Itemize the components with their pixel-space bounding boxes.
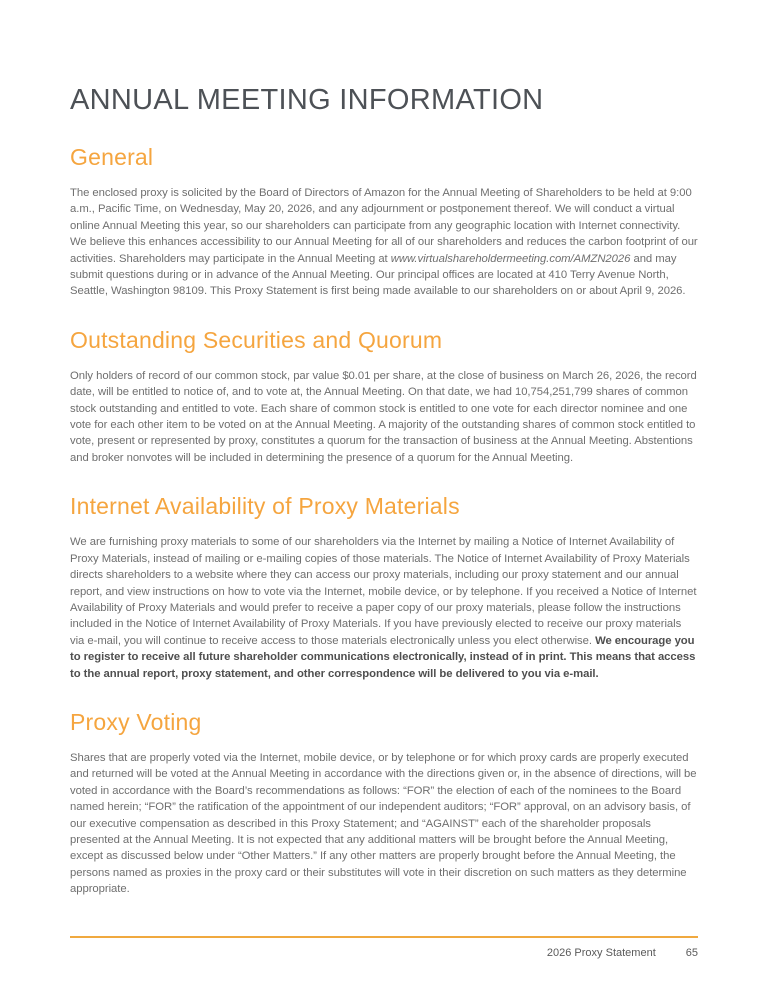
section-general	[70, 144, 698, 300]
text-segment-bold: We encourage you to register to receive all future shareholder communications electronically, instead of in print. This means that access to the annual report, proxy statement, and other correspondence will be delivered to you via e-mail.	[70, 634, 696, 680]
text-segment: Shares that are properly voted via the Internet, mobile device, or by telephone or for which proxy cards are properly executed and returned will be voted at the Annual Meeting in accordance with the directions given or, in the absence of directions, will be voted in accordance with the Board’s recommendations as follows: “FOR” the election of each of the nominees to the Board named herein; “FOR” the ratification of the appointment of our independent auditors; “FOR” approval, on an advisory basis, of our executive compensation as described in this Proxy Statement; and “AGAINST” each of the shareholder proposals presented at the Annual Meeting. It is not expected that any additional matters will be brought before the Annual Meeting, except as discussed below under “Other Matters.” If any other matters are properly brought before the Annual Meeting, the persons named as proxies in the proxy card or their substitutes will vote in their discretion on such matters as they determine appropriate.	[70, 751, 697, 896]
section-outstanding-securities	[70, 327, 698, 466]
virtual-meeting-url: www.virtualshareholdermeeting.com/AMZN2026	[390, 252, 631, 265]
document-page	[70, 84, 698, 898]
text-segment: We are furnishing proxy materials to some of our shareholders via the Internet by mailing a Notice of Internet Availability of Proxy Materials, instead of mailing or e-mailing copies of those materials. The Notice of Internet Availability of Proxy Materials directs shareholders to a website where they can access our proxy materials, including our proxy statement and our annual report, and view instructions on how to vote via the Internet, mobile device, or by telephone. If you received a Notice of Internet Availability of Proxy Materials and would prefer to receive a paper copy of our proxy materials, please follow the instructions included in the Notice of Internet Availability of Proxy Materials. If you have previously elected to receive our proxy materials via e-mail, you will continue to receive access to those materials electronically unless you elect otherwise.	[70, 536, 697, 647]
paragraph-proxy-voting	[70, 750, 698, 898]
footer-label: 2026 Proxy Statement	[546, 947, 656, 959]
section-heading-outstanding-securities: Outstanding Securities and Quorum	[70, 326, 443, 353]
text-segment: Only holders of record of our common stock, par value $0.01 per share, at the close of business on March 26, 2026, the record date, will be entitled to notice of, and to vote at, the Annual Meeting. On that date, we had 10,754,251,799 shares of common stock outstanding and entitled to vote. Each share of common stock is entitled to one vote for each director nominee and one vote for each other item to be voted on at the Annual Meeting. A majority of the outstanding shares of common stock entitled to vote, present or represented by proxy, constitutes a quorum for the transaction of business at the Annual Meeting. Abstentions and broker nonvotes will be included in determining the presence of a quorum for the Annual Meeting.	[70, 369, 697, 464]
section-heading-internet-availability: Internet Availability of Proxy Materials	[70, 493, 460, 520]
page-title: ANNUAL MEETING INFORMATION	[70, 84, 544, 116]
section-internet-availability	[70, 493, 698, 682]
paragraph-outstanding-securities	[70, 368, 698, 466]
page-footer	[70, 936, 698, 959]
footer-page-number: 65	[685, 947, 698, 959]
text-segment: The enclosed proxy is solicited by the Board of Directors of Amazon for the Annual Meeting of Shareholders to be held at 9:00 a.m., Pacific Time, on Wednesday, May 20, 2026, and any adjournment or postponement thereof. We will conduct a virtual online Annual Meeting this year, so our shareholders can participate from any geographic location with Internet connectivity. We believe this enhances accessibility to our Annual Meeting for all of our shareholders and reduces the carbon footprint of our activities. Shareholders may participate in the Annual Meeting at	[70, 187, 698, 265]
section-proxy-voting	[70, 709, 698, 898]
section-heading-general: General	[70, 144, 154, 170]
section-heading-proxy-voting: Proxy Voting	[70, 708, 202, 735]
paragraph-general	[70, 185, 698, 300]
text-segment: and may submit questions during or in advance of the Annual Meeting. Our principal offices are located at 410 Terry Avenue North, Seattle, Washington 98109. This Proxy Statement is first being made available to our shareholders on or about April 9, 2026.	[70, 252, 686, 298]
paragraph-internet-availability	[70, 534, 698, 682]
